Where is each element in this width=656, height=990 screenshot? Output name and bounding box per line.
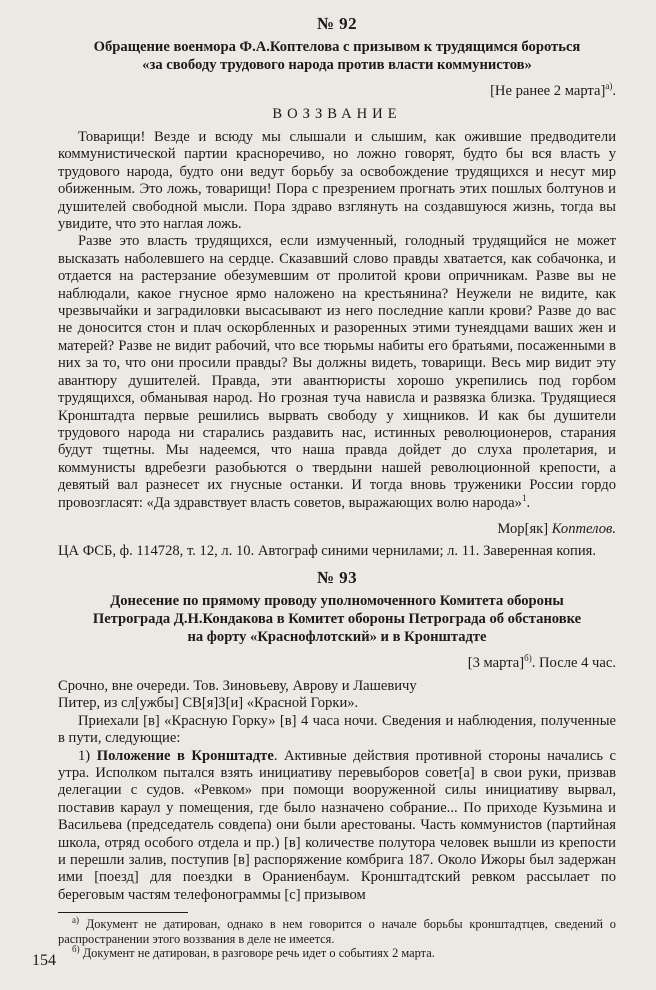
doc-93-date-footnote-mark: б) [524, 653, 532, 664]
doc-92-archive-reference: ЦА ФСБ, ф. 114728, т. 12, л. 10. Автограф синими чернилами; л. 11. Заверенная копия. [58, 542, 597, 559]
page-number: 154 [32, 952, 56, 969]
doc-92-signature [58, 520, 616, 538]
doc-93-number: № 93 [316, 567, 358, 587]
doc-92-footnote-mark-1: 1 [521, 492, 527, 503]
footnote-a-mark: а) [72, 915, 79, 926]
footnote-a-text: Документ не датирован, однако в нем говорится о начале борьбы кронштадтцев, сведений о распространении этого воззвания в деле не имеется. [58, 917, 616, 946]
footnote-b [58, 946, 616, 961]
doc-92-date: [Не ранее 2 марта] [490, 83, 606, 99]
footnote-b-mark: б) [72, 944, 80, 955]
doc-92-title-line2: «за свободу трудового народа против власти коммунистов» [142, 57, 532, 73]
doc-93-date-note [58, 654, 616, 672]
signature-name: Коптелов. [551, 520, 616, 537]
doc-93-address-line-1: Срочно, вне очереди. Тов. Зиновьеву, Аврову и Лашевичу [58, 677, 417, 694]
doc-92-paragraph-1: Товарищи! Везде и всюду мы слышали и слышим, как ожившие предводители коммунистической партии красноречиво, но ложно говорят, будто бы вся власть у трудового народа, будто они ведут борьбу за освобождение трудящихся и несут мир обиженным. Это ложь, товарищи! Пора с презрением прогнать этих пошлых болтунов и душителей свободной мысли. Пора здраво взглянуть на создавшуюся жизнь, тогда вы увидите, что это наглая ложь. [58, 129, 616, 233]
footnote-divider [58, 912, 188, 913]
signature-prefix: Мор[як] [497, 520, 549, 537]
doc-92-title-line1: Обращение военмора Ф.А.Коптелова с призывом к трудящимся бороться [93, 39, 581, 55]
doc-92-date-footnote-mark: а) [605, 81, 613, 92]
doc-93-title-line3: на форту «Краснофлотский» и в Кронштадте [187, 628, 487, 645]
point-1-title: Положение в Кронштадте [96, 747, 274, 764]
doc-93-date: [3 марта] [467, 654, 525, 671]
doc-92-paragraph-2: Разве это власть трудящихся, если измученный, голодный трудящийся не может высказать наболевшего на сердце. Сказавший слово правды хватается, как собачонка, и отдается на растерзание обезумевшим от пролитой крови опричникам. Разве вы не наблюдали, какое гнусное ярмо наложено на крестьянина? Неужели не видите, как чрезвычайки и заградиловки высасывают из него последние капли крови? Разве до вас не доносится стон и плач оскорбленных и разоренных этими тунеядцами ваших жен и матерей? Разве не видит рабочий, что все тюрьмы набиты его братьями, посаженными в них за то, что они просили правды? Вы должны видеть, товарищи. Весь мир видит эту авантюру душителей. Правда, эти авантюристы хорошо укрепились под горбом трудящихся, обманывая народ. Но грозная туча нависла и развязка близка. Трудящиеся Кронштадта первые решились вырвать свободу у хищников. И как бы душители трудового народа ни старались раздавить нас, истинных революционеров, старания будут тщетны. Мы надеемся, что наша правда дойдет до слуха пролетария, и коммунисты вдребезги разобьются о твердыни нашей революционной крепости, а девятый вал разнесет их гнусные останки. И тогда вновь труженики России гордо провозгласят: «Да здравствует власть советов, выражающих волю народа»$^1$. [58, 233, 616, 511]
footnote-a [58, 917, 616, 946]
doc-92-date-note: [Не ранее 2 марта]$^{а)}$. [490, 81, 616, 99]
point-1-number: 1) [78, 747, 91, 764]
doc-93-paragraph-1: Приехали [в] «Красную Горку» [в] 4 часа ночи. Сведения и наблюдения, полученные в пути, следующие: [58, 712, 616, 747]
footnote-b-text: Документ не датирован, в разговоре речь идет о событиях 2 марта. [82, 946, 435, 961]
doc-93-title-line2: Петрограда Д.Н.Кондакова в Комитет обороны Петрограда об обстановке [92, 610, 582, 627]
doc-93-title [58, 592, 616, 646]
doc-93-title-line1: Донесение по прямому проводу уполномоченного Комитета обороны [110, 592, 564, 609]
doc-92-paragraph-2-text: Разве это власть трудящихся, если измученный, голодный трудящийся не может высказать наболевшего на сердце. Сказавший слово правды хватается, как собачонка, и отдается на растерзание обезумевшим от пролитой крови опричникам. Разве вы не наблюдали, какое гнусное ярмо наложено на крестьянина? Неужели не видите, как чрезвычайки и заградиловки высасывают из него последние капли крови? Разве до вас не доносится стон и плач оскорбленных и разоренных этими тунеядцами ваших жен и матерей? Разве не видит рабочий, что все тюрьмы набиты его братьями, посаженными в них за то, что они просили правды? Вы должны видеть, товарищи. Весь мир видит эту авантюру душителей. Правда, эти авантюристы хорошо укрепились под горбом трудящихся, обманывая народ. Но грозная туча нависла и развязка близка. Трудящиеся Кронштадта первые решились вырвать свободу у хищников. И как бы душители трудового народа ни старались раздавить нас, истинных революционеров, старания будут тщетны. Мы надеемся, что наша правда дойдет до слуха пролетария, и коммунисты вдребезги разобьются о твердыни нашей революционной крепости, а девятый вал разнесет их гнусные останки. И тогда вновь труженики России гордо провозгласят: «Да здравствует власть советов, выражающих волю народа» [58, 233, 616, 511]
doc-92-number: № 92 [316, 14, 358, 33]
doc-93-time: . После 4 час. [531, 654, 616, 671]
point-1-text: . Активные действия противной стороны начались с утра. Исполком пытался взять инициативу перевыборов совет[а] в свои руки, призвав делегации с судов. «Ревком» при помощи вооруженной силы инициативу вырвал, поставив караул у помещения, где было назначено собрание... По приходе Кузьмина и Васильева (председатель совдепа) они были арестованы. Часть коммунистов (партийная школа, отряд особого отдела и пр.) [в] количестве полутора человек вышли из крепости и перешли залив, поступив [в] распоряжение комбрига 187. Около Ижоры был задержан ими [поезд] для поездки в Ораниенбаум. Кронштадтский ревком рассылает по береговым частям телефонограммы [с] призывом [58, 747, 616, 903]
doc-93-point-1 [58, 748, 616, 905]
doc-92-title [58, 38, 616, 74]
doc-93-address-line-2: Питер, из сл[ужбы] СВ[я]З[и] «Красной Горки». [58, 695, 359, 712]
doc-92-heading: ВОЗЗВАНИЕ [272, 106, 402, 122]
